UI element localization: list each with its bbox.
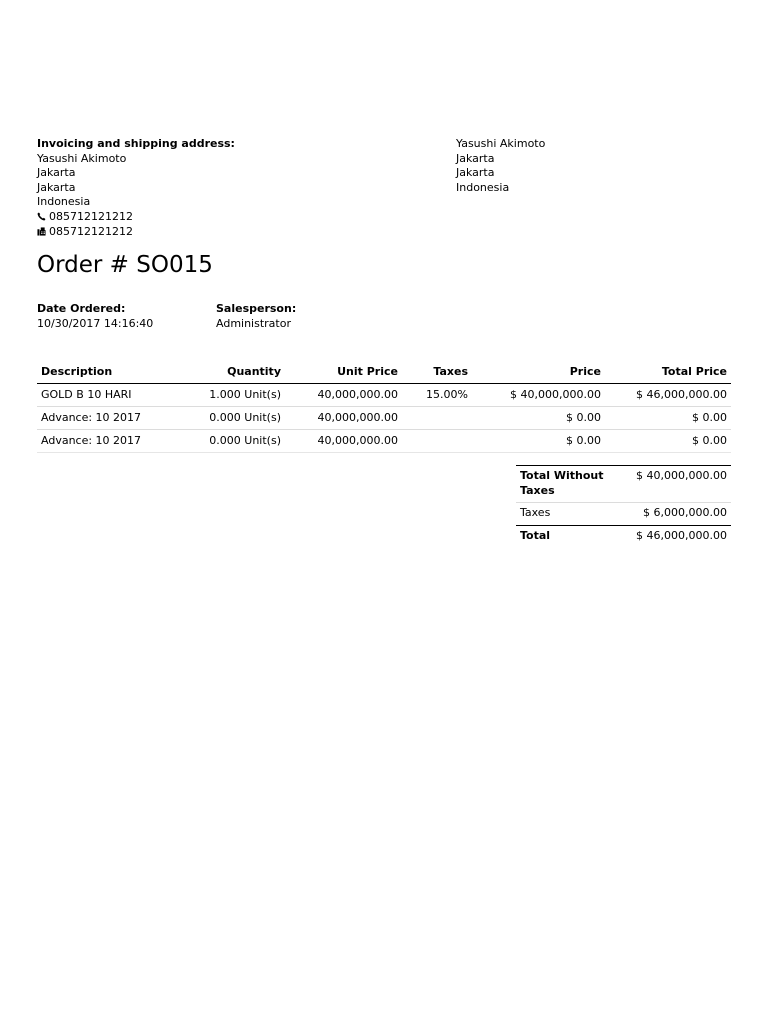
col-header-total-price: Total Price [605,360,731,384]
cell-unit-price: 40,000,000.00 [285,430,402,453]
phone-icon [37,212,46,221]
col-header-price: Price [472,360,605,384]
col-header-description: Description [37,360,167,384]
cell-price: $ 0.00 [472,407,605,430]
col-header-quantity: Quantity [167,360,285,384]
fax-icon [37,227,46,236]
customer-state: Jakarta [37,180,76,194]
cell-quantity: 0.000 Unit(s) [167,430,285,453]
cell-price: $ 40,000,000.00 [472,384,605,407]
customer-fax: 085712121212 [49,224,133,238]
cell-quantity: 0.000 Unit(s) [167,407,285,430]
cell-unit-price: 40,000,000.00 [285,384,402,407]
table-row [37,407,731,430]
date-ordered-value: 10/30/2017 14:16:40 [37,317,154,330]
cell-unit-price: 40,000,000.00 [285,407,402,430]
total-without-taxes-value: $ 40,000,000.00 [624,466,731,503]
table-row [37,430,731,453]
invoicing-address-label: Invoicing and shipping address: [37,137,235,150]
taxes-value: $ 6,000,000.00 [624,503,731,526]
total-label: Total [520,528,551,542]
total-value: $ 46,000,000.00 [636,528,727,542]
customer-name: Yasushi Akimoto [37,151,127,165]
cell-price: $ 0.00 [472,430,605,453]
cell-taxes [402,430,472,453]
total-without-taxes-label-line1: Total Without [520,469,604,482]
order-title: Order # SO015 [37,252,213,278]
cell-description: Advance: 10 2017 [37,430,167,453]
cell-total-price: $ 46,000,000.00 [605,384,731,407]
cell-quantity: 1.000 Unit(s) [167,384,285,407]
totals-table [516,465,731,547]
date-ordered-label: Date Ordered: [37,302,126,315]
invoicing-address-block [37,137,235,239]
total-without-taxes-label [516,466,624,503]
col-header-unit-price: Unit Price [285,360,402,384]
salesperson-value: Administrator [216,317,291,330]
customer-city: Jakarta [37,166,76,180]
shipping-country: Indonesia [456,180,510,194]
shipping-state: Jakarta [456,166,495,180]
totals-total-row [516,525,731,547]
customer-phone-line [37,210,235,225]
customer-phone: 085712121212 [49,209,133,223]
cell-total-price: $ 0.00 [605,407,731,430]
customer-country: Indonesia [37,195,91,209]
taxes-label: Taxes [516,503,624,526]
date-ordered-block [37,301,153,331]
shipping-address-block [456,137,545,195]
customer-fax-line [37,225,235,240]
total-without-taxes-label-line2: Taxes [520,483,555,497]
totals-untaxed-row [516,466,731,503]
cell-taxes [402,407,472,430]
totals-taxes-row [516,503,731,526]
shipping-city: Jakarta [456,151,495,165]
cell-total-price: $ 0.00 [605,430,731,453]
cell-taxes: 15.00% [402,384,472,407]
col-header-taxes: Taxes [402,360,472,384]
table-row [37,384,731,407]
cell-description: Advance: 10 2017 [37,407,167,430]
shipping-name: Yasushi Akimoto [456,137,546,150]
cell-description: GOLD B 10 HARI [37,384,167,407]
order-lines-table [37,360,731,453]
salesperson-label: Salesperson: [216,302,297,315]
salesperson-block [216,301,296,331]
table-header-row [37,360,731,384]
